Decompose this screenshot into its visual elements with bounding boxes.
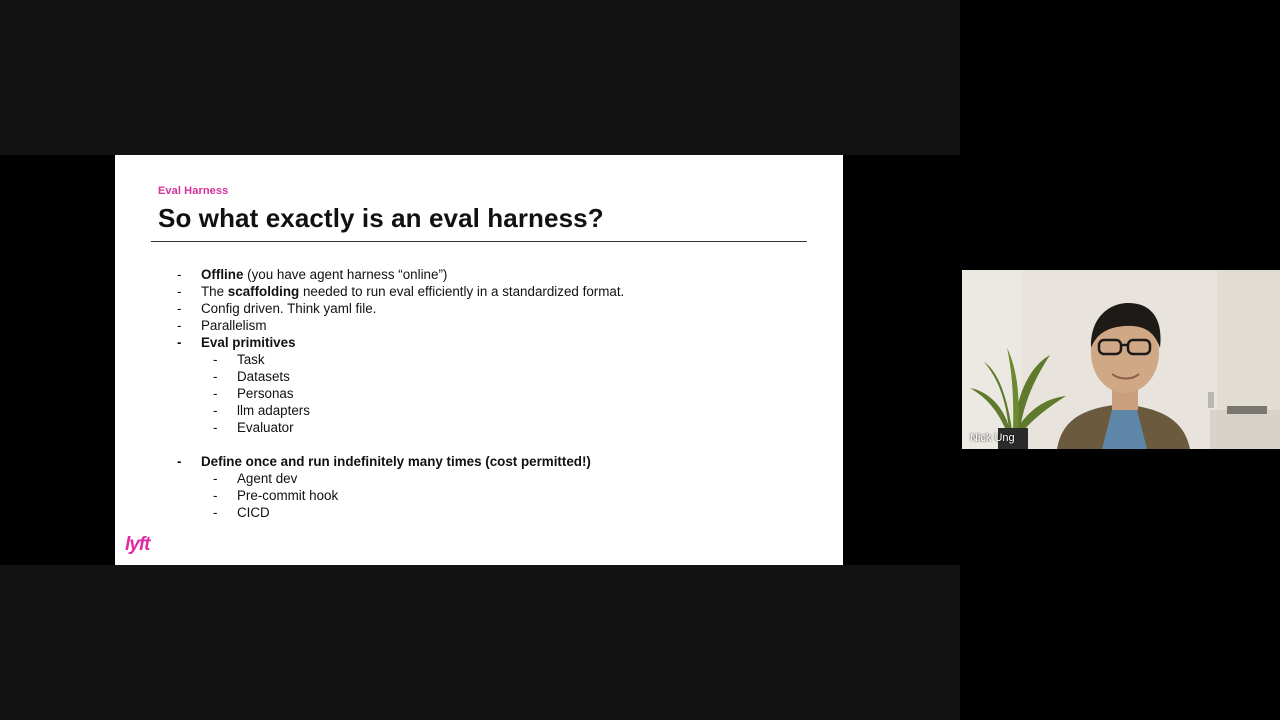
sub-bullet-item	[115, 487, 843, 504]
bullet-text-segment: Config driven. Think yaml file.	[201, 301, 377, 316]
bullet-dash: -	[213, 471, 218, 486]
bullet-item	[115, 300, 843, 317]
bullet-text	[237, 504, 270, 521]
bullet-dash: -	[177, 335, 182, 350]
bullet-dash: -	[213, 386, 218, 401]
bullet-text	[201, 283, 624, 300]
bullet-text-segment: Datasets	[237, 369, 290, 384]
lyft-logo: lyft	[125, 534, 150, 555]
presentation-slide	[115, 155, 843, 565]
bullet-text	[201, 300, 376, 317]
bullet-text	[237, 385, 294, 402]
bullet-text-segment: Parallelism	[201, 318, 267, 333]
bullet-text	[237, 402, 310, 419]
slide-eyebrow: Eval Harness	[158, 185, 229, 197]
bullet-text-segment: scaffolding	[227, 284, 300, 299]
bullet-item	[115, 266, 843, 283]
bullet-text-segment: The	[201, 284, 228, 299]
bullet-text	[201, 453, 591, 470]
sub-bullet-item	[115, 368, 843, 385]
bullet-text	[237, 487, 338, 504]
bullet-text	[237, 419, 294, 436]
bullet-dash: -	[213, 505, 218, 520]
bullet-item	[115, 453, 843, 470]
bullet-dash: -	[213, 369, 218, 384]
bullet-item	[115, 317, 843, 334]
bullet-text-segment: Personas	[237, 386, 294, 401]
bullet-item	[115, 334, 843, 351]
bullet-dash: -	[213, 488, 218, 503]
bullet-text-segment: needed to run eval efficiently in a standardized format.	[299, 284, 625, 299]
bullet-dash: -	[177, 267, 182, 282]
bullet-dash: -	[177, 301, 182, 316]
sub-bullet-item	[115, 470, 843, 487]
bullet-dash: -	[213, 403, 218, 418]
bullet-text	[237, 351, 265, 368]
bullet-text-segment: (you have agent harness “online”)	[243, 267, 448, 282]
sub-bullet-item	[115, 402, 843, 419]
bullet-dash: -	[177, 318, 182, 333]
bullet-dash: -	[213, 352, 218, 367]
sub-bullet-item	[115, 504, 843, 521]
title-divider	[151, 241, 807, 242]
bullet-text	[237, 470, 297, 487]
sub-bullet-item	[115, 385, 843, 402]
bullet-text-segment: Evaluator	[237, 420, 294, 435]
bullet-text-segment: CICD	[237, 505, 270, 520]
bullet-dash: -	[177, 454, 182, 469]
bullet-text	[201, 266, 447, 283]
bullet-text	[201, 317, 266, 334]
sub-bullet-item	[115, 419, 843, 436]
sub-bullet-item	[115, 351, 843, 368]
bullet-text	[201, 334, 296, 351]
slide-title: So what exactly is an eval harness?	[158, 203, 604, 233]
bullet-dash: -	[177, 284, 182, 299]
bullet-dash: -	[213, 420, 218, 435]
bullet-item	[115, 283, 843, 300]
participant-video-tile[interactable]	[962, 270, 1280, 449]
bullet-text-segment: Eval primitives	[201, 335, 296, 350]
bullet-list	[115, 266, 843, 521]
participant-video-feed	[962, 270, 1280, 449]
bullet-text-segment: llm adapters	[237, 403, 310, 418]
bullet-text-segment: Offline	[201, 267, 244, 282]
bullet-text-segment: Agent dev	[237, 471, 298, 486]
list-spacer	[115, 436, 843, 453]
bullet-text-segment: Task	[237, 352, 265, 367]
participant-name: Nick Ung	[970, 432, 1015, 444]
bullet-text-segment: Define once and run indefinitely many times (cost permitted!)	[201, 454, 591, 469]
bullet-text	[237, 368, 290, 385]
bullet-text-segment: Pre-commit hook	[237, 488, 339, 503]
